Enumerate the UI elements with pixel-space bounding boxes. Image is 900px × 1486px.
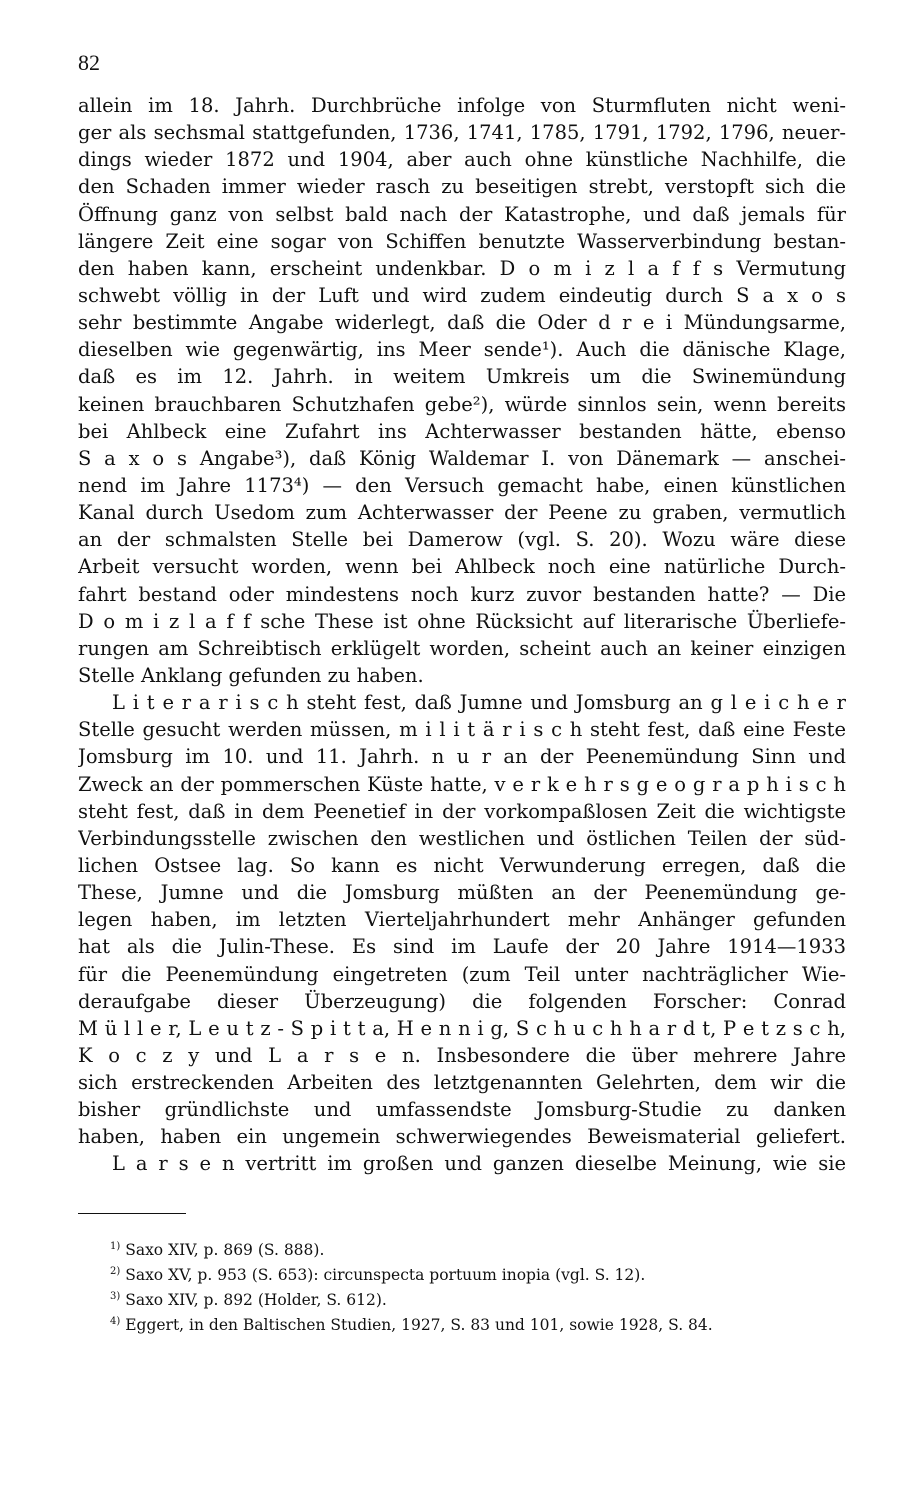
- text-line: K o c z y und L a r s e n. Insbesondere die über mehrere Jahre: [78, 1043, 846, 1067]
- text-line: keinen brauchbaren Schutzhafen gebe²), würde sinnlos sein, wenn bereits: [78, 392, 846, 416]
- page-number: 82: [78, 50, 100, 75]
- text-line: bisher gründlichste und umfassendste Jomsburg-Studie zu danken: [78, 1098, 846, 1122]
- footnote: [110, 1309, 850, 1334]
- footnote-text: Saxo XIV, p. 869 (S. 888).: [125, 1241, 325, 1260]
- body-text: [78, 92, 846, 1178]
- text-line: steht fest, daß in dem Peenetief in der vorkompaßlosen Zeit die wichtigste: [78, 799, 846, 823]
- footnote-mark: 2): [110, 1266, 121, 1277]
- text-line: D o m i z l a f f sche These ist ohne Rücksicht auf literarische Überliefe-: [78, 609, 846, 633]
- footnote-separator: [78, 1213, 186, 1214]
- text-line: längere Zeit eine sogar von Schiffen benutzte Wasserverbindung bestan-: [78, 229, 846, 253]
- footnote-mark: 4): [110, 1316, 121, 1327]
- text-line: sich erstreckenden Arbeiten des letztgenannten Gelehrten, dem wir die: [78, 1071, 846, 1095]
- text-line: Stelle Anklang gefunden zu haben.: [78, 663, 424, 687]
- text-line: allein im 18. Jahrh. Durchbrüche infolge von Sturmfluten nicht weni-: [78, 94, 846, 117]
- text-line: Stelle gesucht werden müssen, m i l i t ä r i s c h steht fest, daß eine Feste: [78, 718, 846, 742]
- text-line: Öffnung ganz von selbst bald nach der Katastrophe, und daß jemals für: [78, 202, 846, 226]
- text-line: dieselben wie gegenwärtig, ins Meer sende¹). Auch die dänische Klage,: [78, 338, 846, 362]
- text-line: dings wieder 1872 und 1904, aber auch ohne künstliche Nachhilfe, die: [78, 148, 846, 172]
- footnote-text: Eggert, in den Baltischen Studien, 1927, S. 83 und 101, sowie 1928, S. 84.: [125, 1316, 713, 1335]
- text-line: Arbeit versucht worden, wenn bei Ahlbeck noch eine natürliche Durch-: [78, 555, 846, 579]
- text-line: M ü l l e r, L e u t z - S p i t t a, H e n n i g, S c h u c h h a r d t, P e t z s c h,: [78, 1016, 846, 1040]
- text-line: an der schmalsten Stelle bei Damerow (vgl. S. 20). Wozu wäre diese: [78, 528, 846, 552]
- footnote-mark: 1): [110, 1241, 121, 1252]
- text-line: L a r s e n vertritt im großen und ganzen dieselbe Meinung, wie sie: [112, 1152, 846, 1176]
- text-line: Zweck an der pommerschen Küste hatte, v e r k e h r s g e o g r a p h i s c h: [78, 772, 846, 796]
- text-line: bei Ahlbeck eine Zufahrt ins Achterwasser bestanden hätte, ebenso: [78, 419, 846, 443]
- footnote-text: Saxo XIV, p. 892 (Holder, S. 612).: [125, 1291, 387, 1310]
- footnotes: [110, 1234, 850, 1334]
- text-line: Verbindungsstelle zwischen den westlichen und östlichen Teilen der süd-: [78, 826, 846, 850]
- text-line: nend im Jahre 1173⁴) — den Versuch gemacht habe, einen künstlichen: [78, 473, 846, 497]
- text-line: These, Jumne und die Jomsburg müßten an der Peenemündung ge-: [78, 881, 846, 905]
- text-line: deraufgabe dieser Überzeugung) die folgenden Forscher: Conrad: [78, 989, 846, 1013]
- text-line: für die Peenemündung eingetreten (zum Teil unter nachträglicher Wie-: [78, 962, 846, 986]
- footnote-text: Saxo XV, p. 953 (S. 653): circunspecta portuum inopia (vgl. S. 12).: [125, 1266, 646, 1285]
- footnote-mark: 3): [110, 1291, 121, 1302]
- text-line: L i t e r a r i s c h steht fest, daß Jumne und Jomsburg an g l e i c h e r: [112, 691, 846, 715]
- text-line: sehr bestimmte Angabe widerlegt, daß die Oder d r e i Mündungsarme,: [78, 311, 846, 335]
- text-line: schwebt völlig in der Luft und wird zudem eindeutig durch S a x o s: [78, 283, 846, 307]
- text-line: haben, haben ein ungemein schwerwiegendes Beweismaterial geliefert.: [78, 1125, 846, 1149]
- text-line: daß es im 12. Jahrh. in weitem Umkreis um die Swinemündung: [78, 365, 846, 389]
- footnote: [110, 1259, 850, 1284]
- footnote: [110, 1284, 850, 1309]
- text-line: legen haben, im letzten Vierteljahrhundert mehr Anhänger gefunden: [78, 908, 846, 932]
- text-line: lichen Ostsee lag. So kann es nicht Verwunderung erregen, daß die: [78, 853, 846, 877]
- footnote: [110, 1234, 850, 1259]
- text-line: hat als die Julin-These. Es sind im Laufe der 20 Jahre 1914—1933: [78, 935, 846, 959]
- text-line: Jomsburg im 10. und 11. Jahrh. n u r an der Peenemündung Sinn und: [78, 745, 846, 769]
- text-line: ger als sechsmal stattgefunden, 1736, 1741, 1785, 1791, 1792, 1796, neuer-: [78, 121, 846, 145]
- text-line: den haben kann, erscheint undenkbar. D o m i z l a f f s Vermutung: [78, 256, 846, 280]
- text-line: rungen am Schreibtisch erklügelt worden, scheint auch an keiner einzigen: [78, 636, 846, 660]
- text-line: Kanal durch Usedom zum Achterwasser der Peene zu graben, vermutlich: [78, 501, 846, 525]
- text-line: fahrt bestand oder mindestens noch kurz zuvor bestanden hatte? — Die: [78, 582, 846, 606]
- text-line: den Schaden immer wieder rasch zu beseitigen strebt, verstopft sich die: [78, 175, 846, 199]
- text-line: S a x o s Angabe³), daß König Waldemar I. von Dänemark — anschei-: [78, 446, 846, 470]
